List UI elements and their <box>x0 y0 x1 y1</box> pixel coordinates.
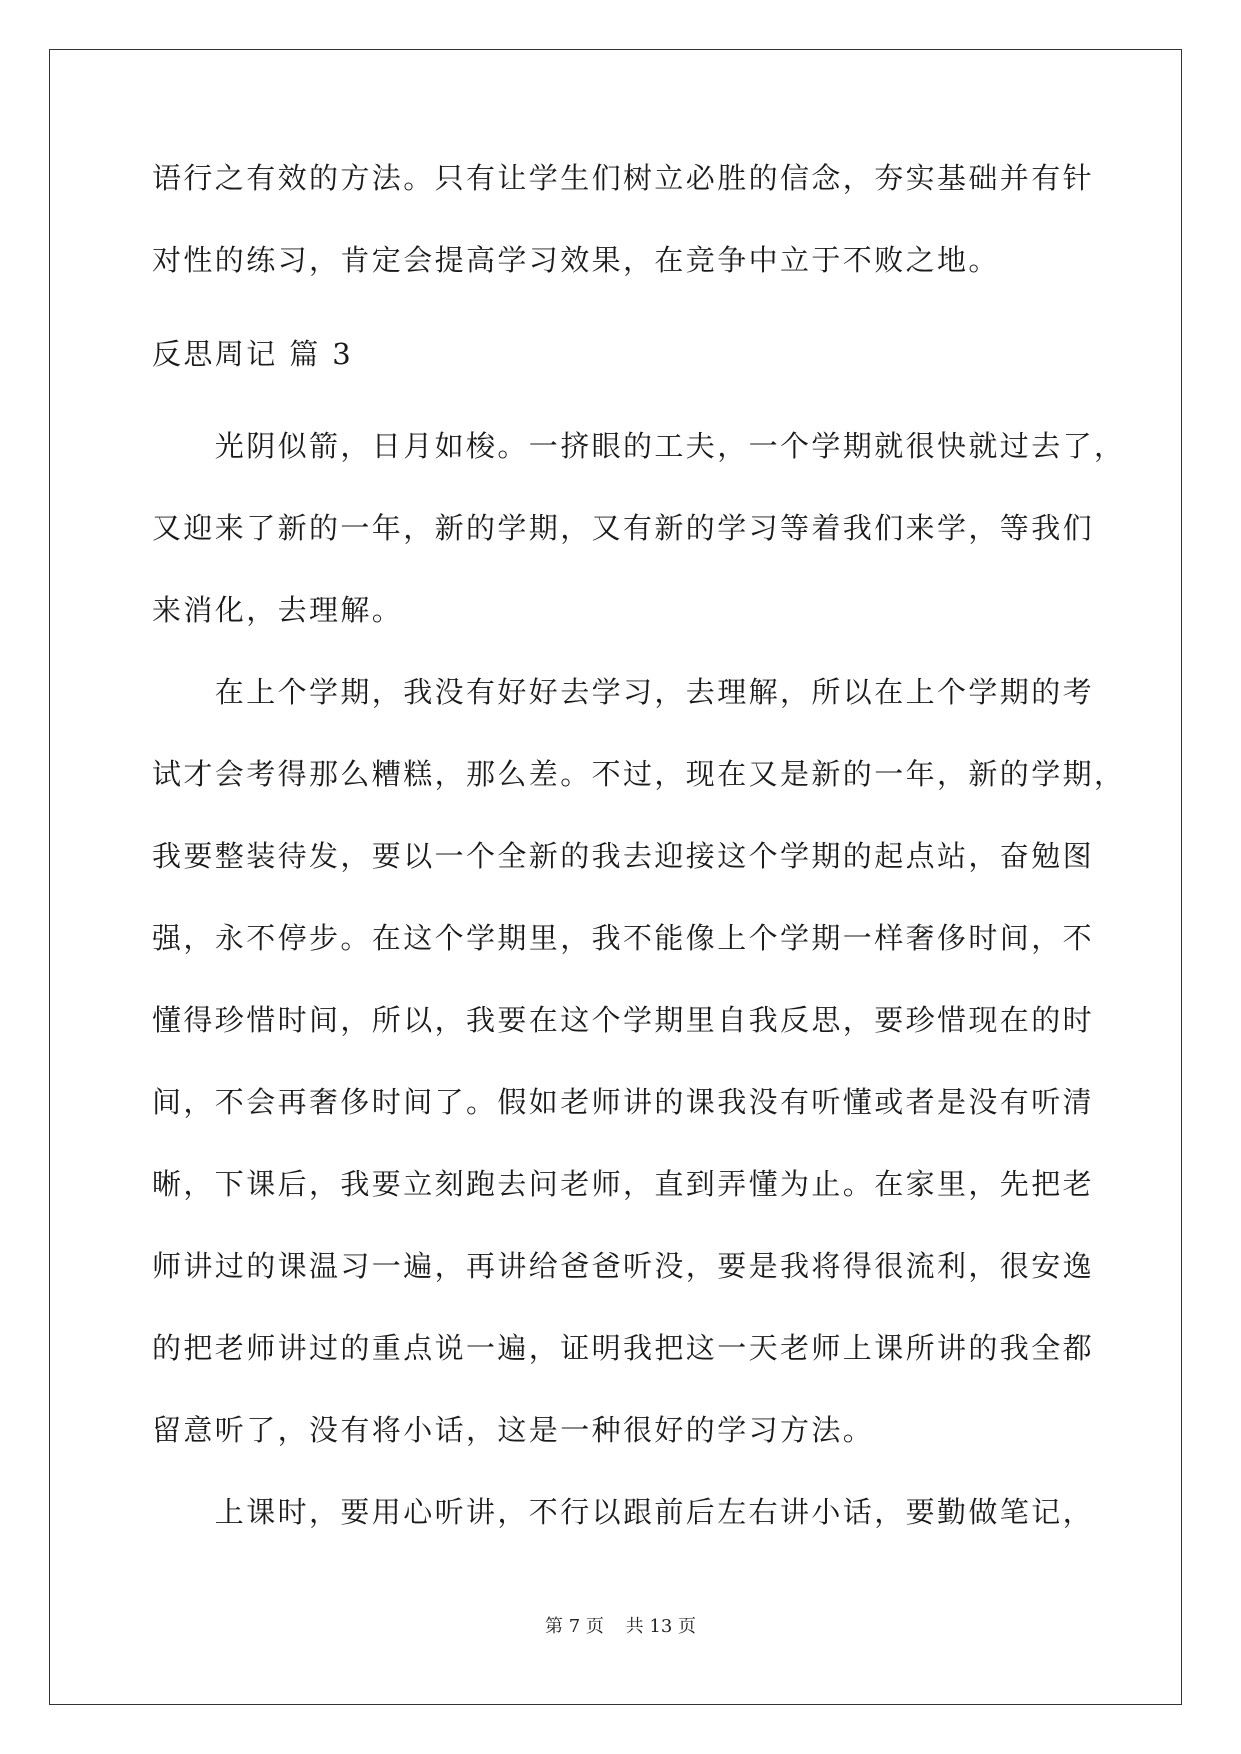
text-line: 懂得珍惜时间，所以，我要在这个学期里自我反思，要珍惜现在的时 <box>152 1003 1095 1037</box>
text-line: 晰，下课后，我要立刻跑去问老师，直到弄懂为止。在家里，先把老 <box>152 1167 1095 1201</box>
text-line: 我要整装待发，要以一个全新的我去迎接这个学期的起点站，奋勉图 <box>152 839 1095 873</box>
text-line: 师讲过的课温习一遍，再讲给爸爸听没，要是我将得很流利，很安逸 <box>152 1249 1095 1283</box>
text-line: 上课时，要用心听讲，不行以跟前后左右讲小话，要勤做笔记， <box>152 1495 1095 1529</box>
text-line: 强，永不停步。在这个学期里，我不能像上个学期一样奢侈时间，不 <box>152 921 1095 955</box>
text-line: 留意听了，没有将小话，这是一种很好的学习方法。 <box>152 1413 875 1447</box>
text-line: 试才会考得那么糟糕，那么差。不过，现在又是新的一年，新的学期， <box>152 757 1126 791</box>
page-border <box>49 49 1182 1705</box>
text-line: 间，不会再奢侈时间了。假如老师讲的课我没有听懂或者是没有听清 <box>152 1085 1095 1119</box>
text-line: 光阴似箭，日月如梭。一挤眼的工夫，一个学期就很快就过去了， <box>152 429 1126 463</box>
section-heading: 反思周记 篇 3 <box>152 337 354 371</box>
page-number: 第 7 页 <box>545 1616 604 1637</box>
page-footer <box>0 1616 1241 1638</box>
page-total: 共 13 页 <box>625 1616 696 1637</box>
text-line: 在上个学期，我没有好好去学习，去理解，所以在上个学期的考 <box>152 675 1095 709</box>
text-line: 语行之有效的方法。只有让学生们树立必胜的信念，夯实基础并有针 <box>152 161 1095 195</box>
text-line: 又迎来了新的一年，新的学期，又有新的学习等着我们来学，等我们 <box>152 511 1095 545</box>
text-line: 来消化，去理解。 <box>152 593 404 627</box>
text-line: 的把老师讲过的重点说一遍，证明我把这一天老师上课所讲的我全都 <box>152 1331 1095 1365</box>
text-line: 对性的练习，肯定会提高学习效果，在竞争中立于不败之地。 <box>152 243 1000 277</box>
